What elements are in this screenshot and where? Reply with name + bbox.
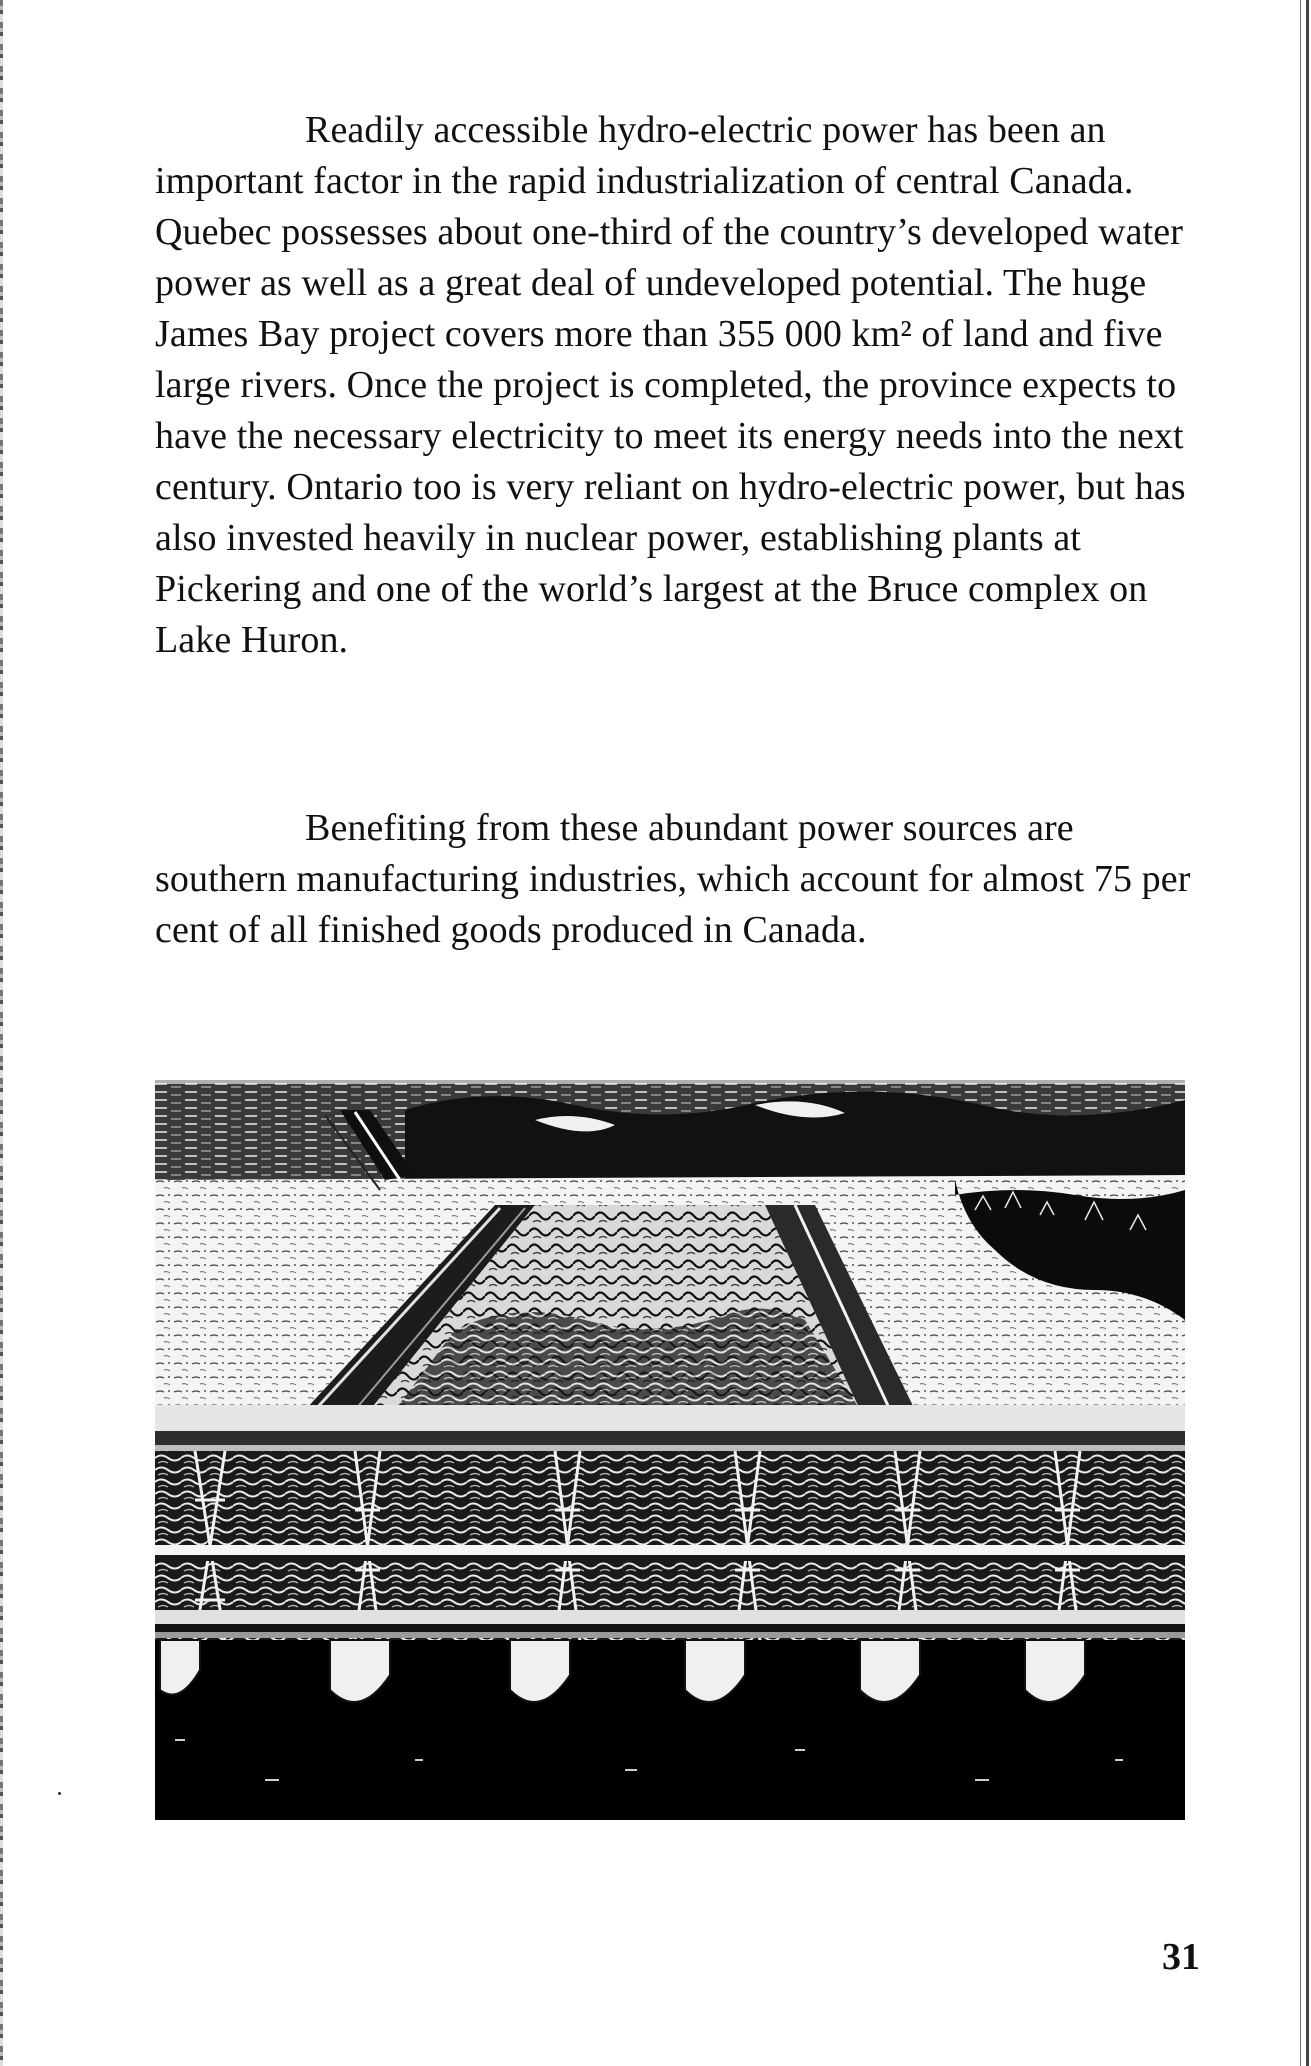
paragraph-manufacturing: Benefiting from these abundant power sources are southern manufacturing industries, which account for almost 75 per cent of all finished goods produced in Canada. — [155, 807, 1191, 951]
dam-spillway-photo — [155, 1080, 1185, 1820]
page-number: 31 — [1162, 1936, 1200, 1978]
scan-edge-left — [0, 0, 3, 2066]
scan-edge-right — [1297, 0, 1309, 2066]
dam-spillway-illustration — [155, 1080, 1185, 1820]
paragraph-hydro-power: Readily accessible hydro-electric power has been an important factor in the rapid industrialization of central Canada. Quebec possesses about one-third of the country’s developed water power as well as a great deal of undeveloped potential. The huge James Bay project covers more than 355 000 km² of land and five large rivers. Once the project is completed, the province expects to have the necessary electricity to meet its energy needs into the next century. Ontario too is very reliant on hydro-electric power, but has also invested heavily in nuclear power, establishing plants at Pickering and one of the world’s largest at the Bruce complex on Lake Huron. — [155, 109, 1186, 661]
scan-speck — [58, 1792, 61, 1795]
